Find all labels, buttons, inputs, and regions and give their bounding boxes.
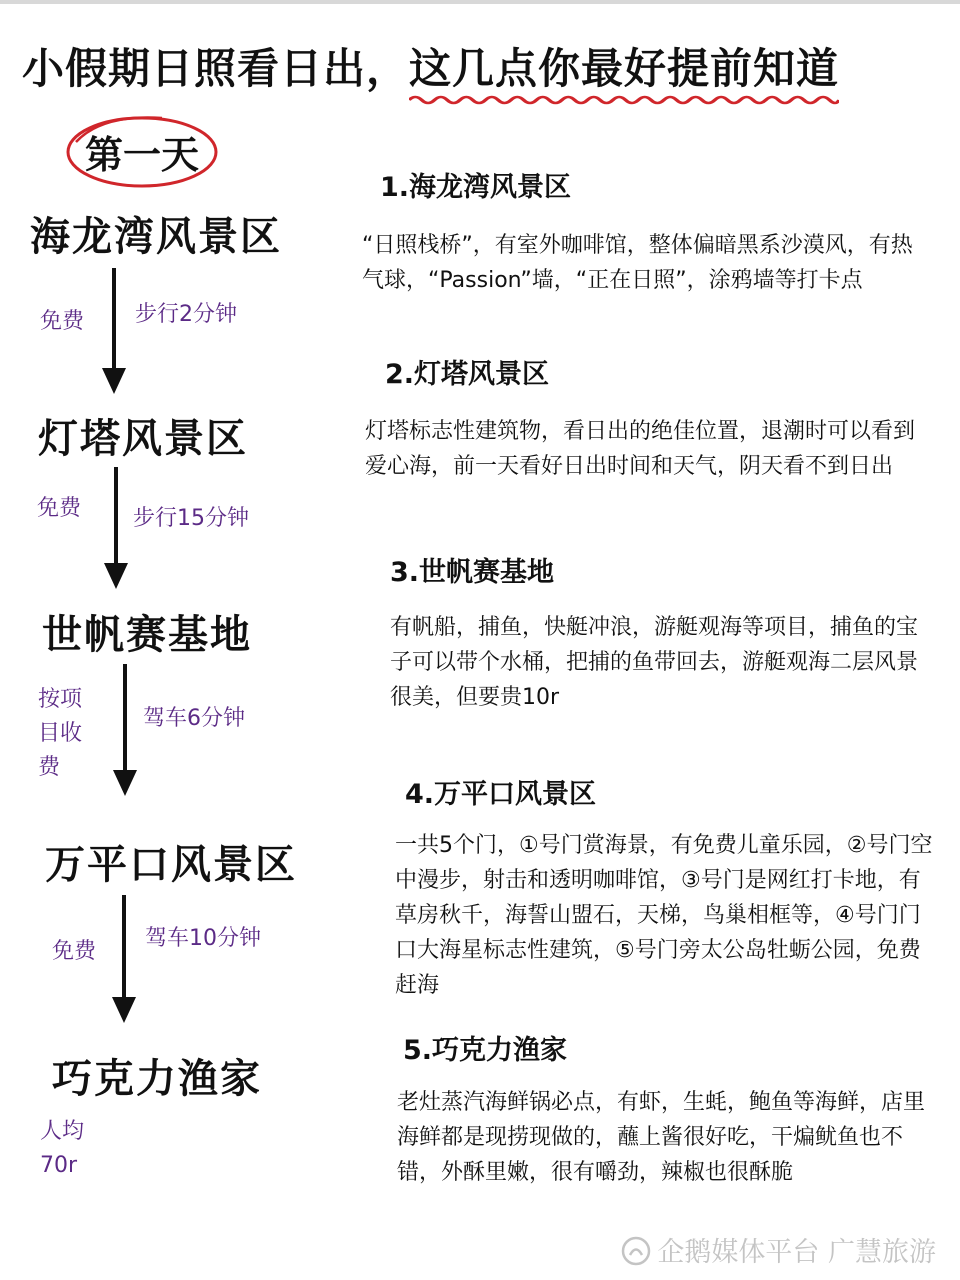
route-spot-4: 万平口风景区 [45, 842, 297, 888]
route-final-note: 人均70r [40, 1119, 85, 1178]
route-spot-1: 海龙湾风景区 [30, 214, 282, 260]
section-3-body: 有帆船，捕鱼，快艇冲浪，游艇观海等项目，捕鱼的宝子可以带个水桶，把捕的鱼带回去，游艇观海二层风景很美，但要贵10r [390, 615, 919, 710]
leg-3-travel: 驾车6分钟 [143, 706, 245, 731]
route-spot-2: 灯塔风景区 [38, 416, 248, 462]
section-4-heading: 4.万平口风景区 [405, 779, 597, 810]
watermark [621, 1230, 936, 1269]
route-arrow-3 [113, 664, 137, 798]
leg-4-travel: 驾车10分钟 [145, 926, 261, 951]
leg-1-fee: 免费 [40, 309, 85, 334]
wavy-underline [409, 94, 839, 106]
route-spot-5: 巧克力渔家 [52, 1056, 262, 1102]
section-3-heading: 3.世帆赛基地 [390, 557, 555, 588]
section-5-heading: 5.巧克力渔家 [403, 1035, 568, 1066]
section-1-heading: 1.海龙湾风景区 [380, 172, 572, 203]
title-part2-highlight [409, 36, 839, 96]
section-2-body: 灯塔标志性建筑物，看日出的绝佳位置，退潮时可以看到爱心海，前一天看好日出时间和天气，阴天看不到日出 [365, 419, 916, 479]
top-border [0, 0, 960, 4]
section-1-body: “日照栈桥”，有室外咖啡馆，整体偏暗黑系沙漠风，有热气球，“Passion”墙，“正在日照”，涂鸦墙等打卡点 [362, 233, 913, 293]
title-part1: 小假期日照看日出， [22, 44, 410, 93]
section-5-body: 老灶蒸汽海鲜锅必点，有虾，生蚝，鲍鱼等海鲜，店里海鲜都是现捞现做的，蘸上酱很好吃，干煸鱿鱼也不错，外酥里嫩，很有嚼劲，辣椒也很酥脆 [397, 1090, 926, 1185]
watermark-text: 企鹅媒体平台 广慧旅游 [657, 1237, 936, 1268]
section-4-body: 一共5个门，①号门赏海景，有免费儿童乐园，②号门空中漫步，射击和透明咖啡馆，③号门是网红打卡地，有草房秋千，海誓山盟石，天梯，鸟巢相框等，④号门门口大海星标志性建筑，⑤号门旁太公岛牡蛎公园，免费赶海 [395, 833, 933, 998]
day-badge [62, 112, 222, 192]
leg-2-travel: 步行15分钟 [133, 506, 249, 531]
page-title [22, 36, 942, 96]
route-arrow-1 [102, 268, 126, 396]
leg-1-travel: 步行2分钟 [135, 302, 237, 327]
route-arrow-2 [104, 467, 128, 592]
section-2-heading: 2.灯塔风景区 [385, 359, 550, 390]
penguin-logo-icon [621, 1236, 651, 1266]
route-spot-3: 世帆赛基地 [42, 612, 252, 658]
route-arrow-4 [112, 895, 136, 1025]
leg-4-fee: 免费 [52, 939, 97, 964]
title-part2: 这几点你最好提前知道 [409, 44, 840, 93]
leg-3-fee: 按项目收费 [38, 687, 83, 780]
day-label: 第一天 [84, 133, 199, 177]
leg-2-fee: 免费 [37, 496, 82, 521]
